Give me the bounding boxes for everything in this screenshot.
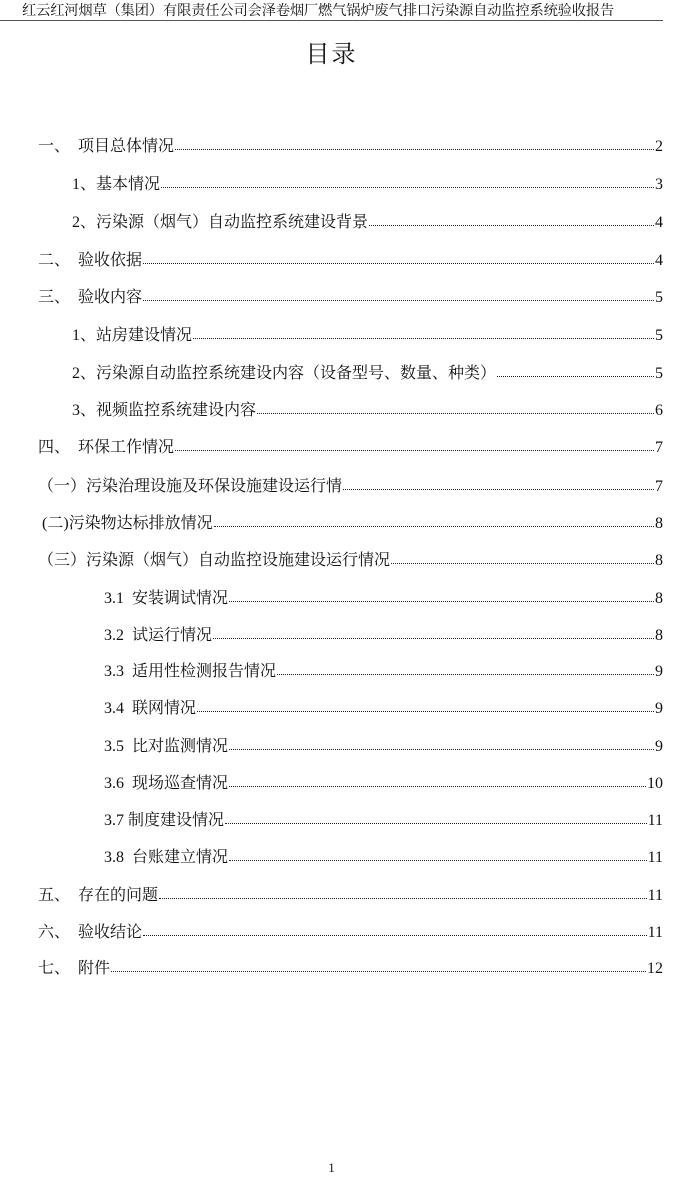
toc-entry[interactable] — [42, 513, 663, 535]
toc-entry-label: 验收内容 — [78, 289, 143, 306]
toc-entry-number: 四、 — [38, 439, 79, 456]
toc-entry-label: 污染治理设施及环保设施建设运行情 — [86, 478, 343, 495]
toc-entry-page: 11 — [647, 849, 663, 866]
dot-leader — [391, 551, 654, 565]
toc-entry-page: 8 — [655, 627, 663, 644]
toc-entry-page: 5 — [655, 365, 663, 382]
toc-entry-page: 11 — [647, 887, 663, 904]
toc-entry-number: 1、 — [72, 176, 97, 193]
dot-leader — [277, 662, 654, 676]
toc-entry-label: 污染源（烟气）自动监控系统建设背景 — [96, 214, 369, 231]
toc-entry-number: 2、 — [72, 365, 97, 382]
toc-entry-number: 3.8 — [104, 849, 132, 866]
toc-entry-page: 8 — [655, 552, 663, 569]
page-title: 目录 — [305, 42, 358, 68]
toc-entry-page: 4 — [655, 214, 663, 231]
toc-entry-label: 比对监测情况 — [132, 738, 229, 755]
toc-entry-number: 七、 — [38, 960, 79, 977]
toc-entry-label: 存在的问题 — [78, 887, 159, 904]
toc-entry[interactable] — [38, 885, 663, 907]
toc-entry-page: 5 — [655, 289, 663, 306]
toc-entry[interactable] — [38, 136, 663, 158]
toc-entry-page: 11 — [647, 924, 663, 941]
toc-entry-number: 3.4 — [104, 700, 132, 717]
toc-entry-number: (二) — [42, 515, 69, 532]
dot-leader — [229, 589, 654, 603]
dot-leader — [257, 401, 654, 415]
toc-entry-label: 现场巡查情况 — [132, 775, 229, 792]
toc-entry[interactable] — [38, 287, 663, 309]
page-number: 1 — [328, 1160, 335, 1175]
toc-entry[interactable] — [38, 476, 663, 498]
toc-entry-label: 污染物达标排放情况 — [68, 515, 213, 532]
toc-entry[interactable] — [38, 250, 663, 272]
toc-entry-number: 3.6 — [104, 775, 132, 792]
toc-entry-label: 台账建立情况 — [132, 849, 229, 866]
dot-leader — [159, 886, 647, 900]
toc-entry-label: 附件 — [78, 960, 111, 977]
dot-leader — [175, 438, 654, 452]
dot-leader — [161, 175, 654, 189]
toc-entry-number: 六、 — [38, 924, 79, 941]
toc-entry-page: 11 — [647, 812, 663, 829]
toc-entry[interactable] — [72, 363, 663, 385]
dot-leader — [229, 774, 646, 788]
toc-entry-label: 验收结论 — [78, 924, 143, 941]
toc-entry-number: 五、 — [38, 887, 79, 904]
toc-entry-number: 3.1 — [104, 590, 132, 607]
toc-entry-page: 2 — [655, 138, 663, 155]
toc-entry-page: 12 — [647, 960, 663, 977]
dot-leader — [143, 923, 647, 937]
toc-entry[interactable] — [104, 625, 663, 647]
dot-leader — [197, 699, 654, 713]
toc-entry[interactable] — [104, 698, 663, 720]
toc-entry[interactable] — [104, 810, 663, 832]
toc-entry-number: 1、 — [72, 327, 97, 344]
toc-entry-number: 二、 — [38, 252, 79, 269]
toc-entry-number: 一、 — [38, 138, 79, 155]
toc-entry-page: 9 — [655, 700, 663, 717]
toc-entry-label: 污染源自动监控系统建设内容（设备型号、数量、种类） — [96, 365, 497, 382]
toc-entry[interactable] — [38, 437, 663, 459]
toc-entry-number: 3.7 — [104, 812, 128, 829]
toc-entry-label: 站房建设情况 — [96, 327, 193, 344]
toc-entry-label: 联网情况 — [132, 700, 197, 717]
toc-entry-label: 基本情况 — [96, 176, 161, 193]
toc-entry[interactable] — [72, 400, 663, 422]
toc-entry-number: 三、 — [38, 289, 79, 306]
toc-entry-label: 适用性检测报告情况 — [132, 663, 277, 680]
toc-entry[interactable] — [72, 325, 663, 347]
toc-entry-number: （三） — [38, 552, 87, 569]
toc-entry-label: 环保工作情况 — [78, 439, 175, 456]
toc-entry[interactable] — [72, 212, 663, 234]
dot-leader — [369, 213, 654, 227]
toc-entry-number: 3.3 — [104, 663, 132, 680]
dot-leader — [111, 959, 646, 973]
toc-entry-page: 7 — [655, 439, 663, 456]
dot-leader — [214, 514, 654, 528]
toc-entry[interactable] — [104, 661, 663, 683]
toc-entry-label: 污染源（烟气）自动监控设施建设运行情况 — [86, 552, 391, 569]
toc-entry-label: 制度建设情况 — [128, 812, 225, 829]
toc-entry-page: 9 — [655, 738, 663, 755]
toc-entry[interactable] — [38, 550, 663, 572]
dot-leader — [143, 288, 654, 302]
toc-entry-label: 安装调试情况 — [132, 590, 229, 607]
toc-entry[interactable] — [104, 588, 663, 610]
toc-entry-page: 3 — [655, 176, 663, 193]
dot-leader — [497, 364, 654, 378]
toc-entry[interactable] — [104, 736, 663, 758]
dot-leader — [193, 326, 654, 340]
toc-entry[interactable] — [104, 773, 663, 795]
toc-entry-page: 8 — [655, 590, 663, 607]
dot-leader — [229, 848, 647, 862]
toc-entry-page: 6 — [655, 402, 663, 419]
toc-entry-page: 8 — [655, 515, 663, 532]
toc-entry-number: （一） — [38, 478, 87, 495]
toc-entry-number: 3.5 — [104, 738, 132, 755]
dot-leader — [175, 137, 654, 151]
dot-leader — [143, 251, 654, 265]
toc-entry-page: 10 — [647, 775, 663, 792]
toc-entry[interactable] — [38, 958, 663, 980]
toc-entry-number: 3、 — [72, 402, 97, 419]
toc-entry-label: 项目总体情况 — [78, 138, 175, 155]
toc-entry-page: 7 — [655, 478, 663, 495]
dot-leader — [343, 477, 654, 491]
toc-entry-label: 验收依据 — [78, 252, 143, 269]
toc-entry-number: 2、 — [72, 214, 97, 231]
toc-entry[interactable] — [38, 922, 663, 944]
toc-entry-page: 5 — [655, 327, 663, 344]
dot-leader — [229, 737, 654, 751]
toc-entry-page: 9 — [655, 663, 663, 680]
toc-entry-number: 3.2 — [104, 627, 132, 644]
toc-entry[interactable] — [72, 174, 663, 196]
toc-entry-label: 试运行情况 — [132, 627, 213, 644]
toc-entry-page: 4 — [655, 252, 663, 269]
dot-leader — [225, 811, 647, 825]
toc-entry-label: 视频监控系统建设内容 — [96, 402, 257, 419]
running-header: 红云红河烟草（集团）有限责任公司会泽卷烟厂燃气锅炉废气排口污染源自动监控系统验收报告 — [22, 3, 615, 19]
dot-leader — [213, 626, 654, 640]
header-rule — [0, 20, 663, 21]
toc-entry[interactable] — [104, 847, 663, 869]
